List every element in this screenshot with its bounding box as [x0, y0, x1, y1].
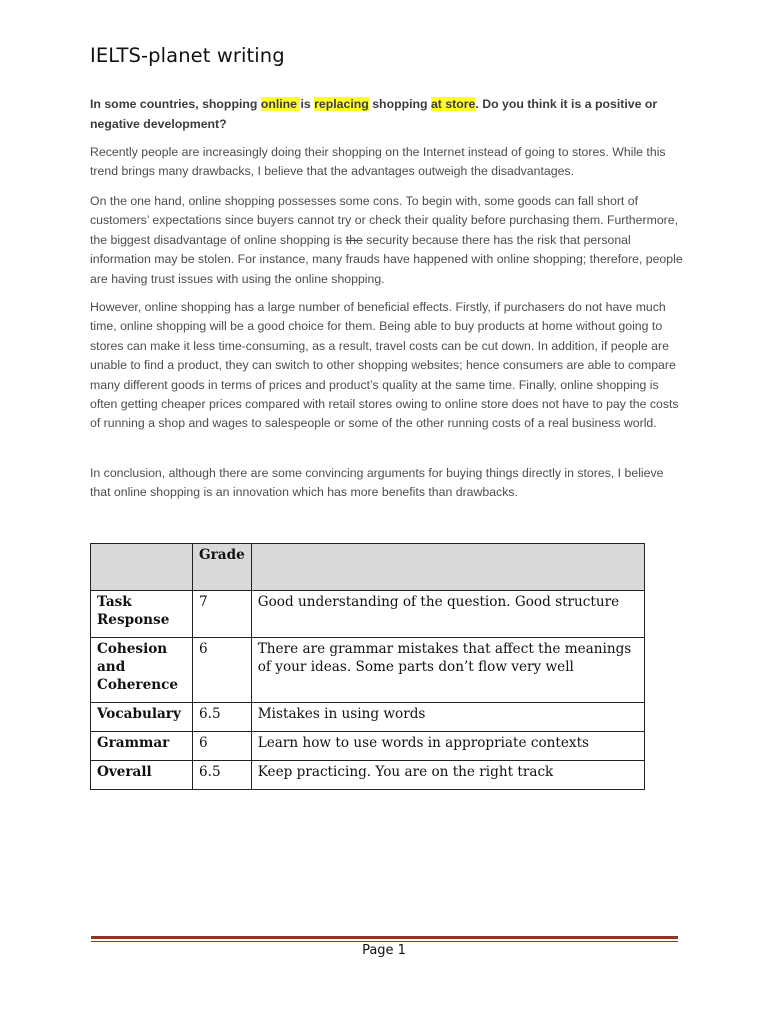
intro-paragraph: Recently people are increasingly doing their shopping on the Internet instead of going to stores. While this trend brings many drawbacks, I believe that the advantages outweigh the disadvantages. [90, 145, 666, 179]
highlight-online: online [260, 97, 301, 111]
table-row [91, 638, 645, 703]
body-paragraph-1 [90, 192, 684, 289]
question-text: is [300, 97, 315, 111]
body-paragraph-2: However, online shopping has a large number of beneficial effects. Firstly, if purchasers do not have much time, online shopping will be a good choice for them. Being able to buy products at home without going to stores can make it less time-consuming, as a result, travel costs can be cut down. In addition, if people are unable to find a product, they can switch to other shopping websites; hence consumers are able to compare many different goods in terms of prices and product’s quality at the same time. Finally, online shopping is often getting cheaper prices compared with retail stores owing to online store does not have to pay the costs of running a shop and wages to salespeople or some of the other running costs of a real business world. [90, 300, 679, 431]
comment-cell: Mistakes in using words [251, 703, 644, 732]
essay-question [90, 95, 680, 134]
question-text: In some countries, shopping [90, 97, 261, 111]
grade-cell: 6 [193, 638, 252, 703]
comment-cell: Good understanding of the question. Good structure [251, 591, 644, 638]
table-row [91, 732, 645, 761]
conclusion-paragraph: In conclusion, although there are some convincing arguments for buying things directly in stores, I believe that online shopping is an innovation which has more benefits than drawbacks. [90, 466, 664, 500]
table-row [91, 761, 645, 790]
criterion-cell: Overall [91, 761, 193, 790]
grade-cell: 6.5 [193, 761, 252, 790]
table-header-row [91, 544, 645, 591]
header-grade-cell: Grade [193, 544, 252, 591]
criterion-cell: Vocabulary [91, 703, 193, 732]
highlight-at-store: at store [430, 97, 476, 111]
header-criterion-cell [91, 544, 193, 591]
criterion-cell: Task Response [91, 591, 193, 638]
table-row [91, 703, 645, 732]
comment-cell: There are grammar mistakes that affect the meanings of your ideas. Some parts don’t flow very well [251, 638, 644, 703]
header-comment-cell [251, 544, 644, 591]
page-number: Page 1 [362, 943, 406, 958]
comment-cell: Keep practicing. You are on the right track [251, 761, 644, 790]
body1-text: security because there has the risk that personal information may be stolen. For instance, many frauds have happened with online shopping; therefore, people are having trust issues with using the online shopping. [90, 232, 683, 286]
question-text: . Do you think it is a positive or negative development? [90, 97, 658, 131]
table-row [91, 591, 645, 638]
question-text: shopping [368, 97, 431, 111]
document-title: IELTS-planet writing [90, 44, 285, 67]
struck-word: the [345, 232, 363, 247]
comment-cell: Learn how to use words in appropriate contexts [251, 732, 644, 761]
footer-rule-thick [91, 936, 678, 939]
grades-table [90, 543, 645, 790]
footer-rule-thin [91, 941, 678, 942]
highlight-replacing: replacing [314, 97, 369, 111]
grade-cell: 6.5 [193, 703, 252, 732]
body1-text: On the one hand, online shopping possesses some cons. To begin with, some goods can fall short of customers’ expectations since buyers cannot try or check their quality before purchasing them. Furthermore, the biggest disadvantage of online shopping is [90, 194, 679, 247]
grade-cell: 7 [193, 591, 252, 638]
grade-cell: 6 [193, 732, 252, 761]
criterion-cell: Grammar [91, 732, 193, 761]
criterion-cell: Cohesion and Coherence [91, 638, 193, 703]
